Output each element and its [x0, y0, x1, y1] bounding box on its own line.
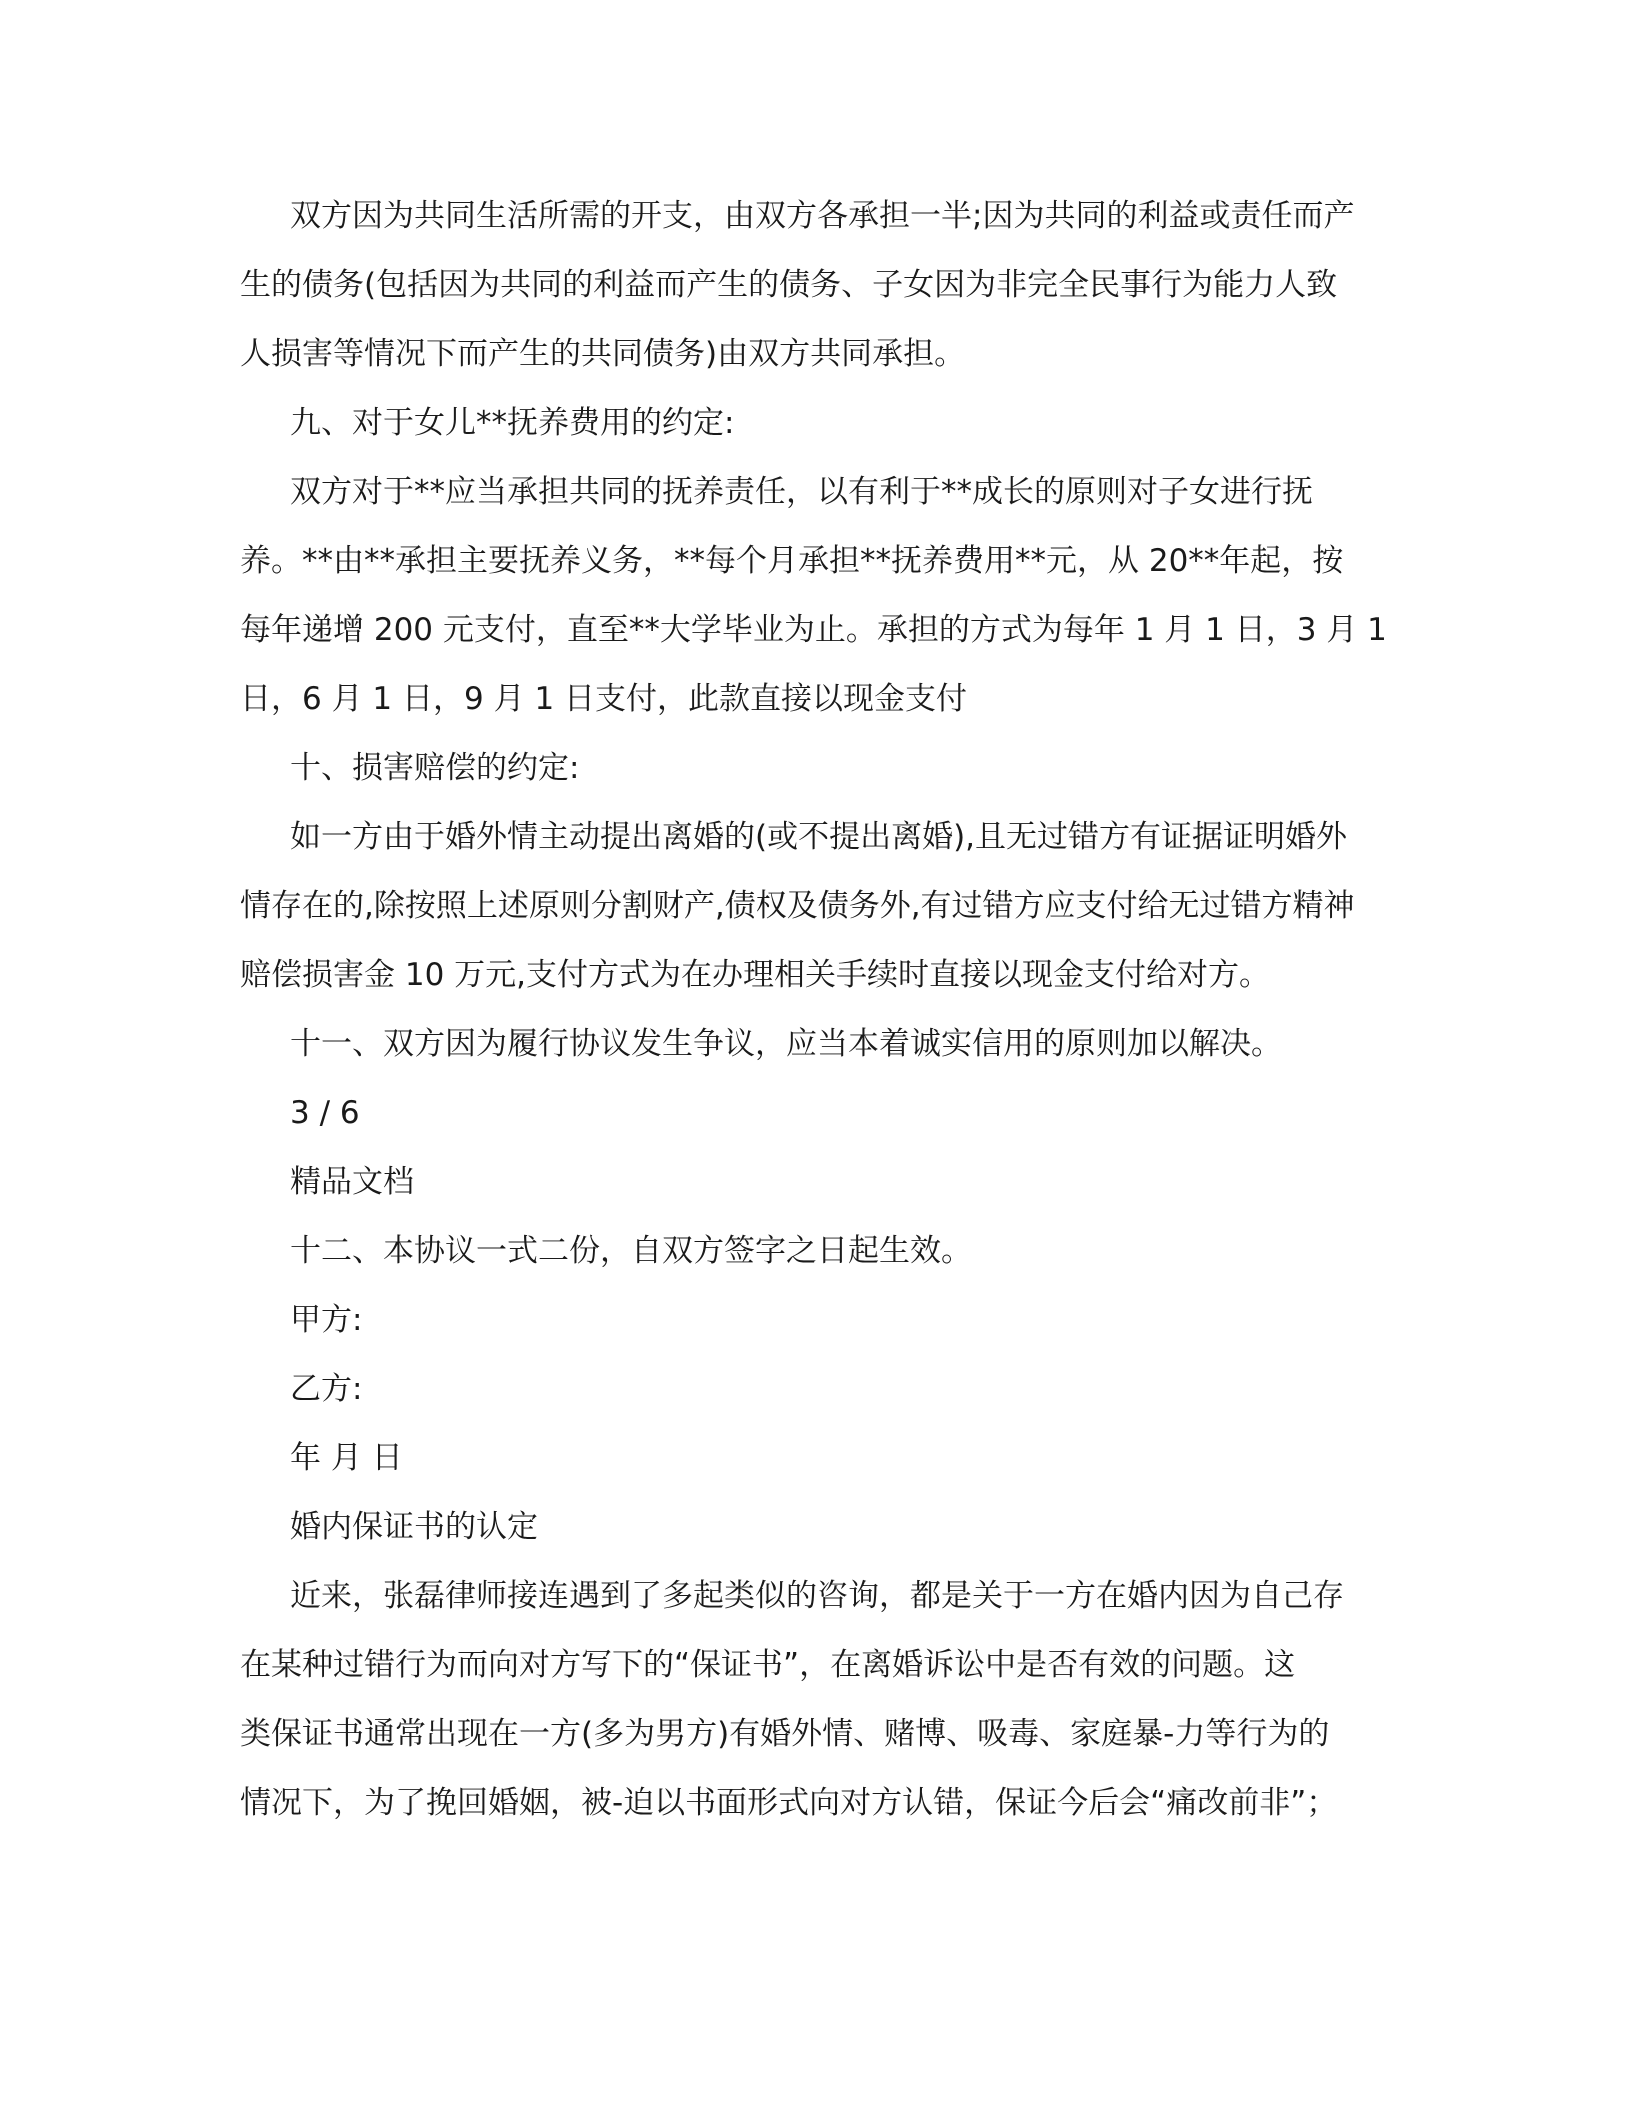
signature-party-b: 乙方: [290, 1371, 363, 1407]
page-number: 3 / 6 [290, 1095, 360, 1131]
paragraph-line: 人损害等情况下而产生的共同债务)由双方共同承担。 [240, 336, 966, 372]
section-heading: 十、损害赔偿的约定: [290, 750, 580, 786]
paragraph-line: 生的债务(包括因为共同的利益而产生的债务、子女因为非完全民事行为能力人致 [240, 267, 1338, 303]
paragraph-line: 每年递增 200 元支付，直至**大学毕业为止。承担的方式为每年 1 月 1 日，3 月 1 [240, 612, 1387, 648]
paragraph-line: 类保证书通常出现在一方(多为男方)有婚外情、赌博、吸毒、家庭暴-力等行为的 [240, 1716, 1330, 1752]
section-heading: 十二、本协议一式二份，自双方签字之日起生效。 [290, 1233, 972, 1269]
paragraph-line: 养。**由**承担主要抚养义务，**每个月承担**抚养费用**元，从 20**年起，按 [240, 543, 1344, 579]
paragraph-line: 近来，张磊律师接连遇到了多起类似的咨询，都是关于一方在婚内因为自己存 [290, 1578, 1344, 1614]
paragraph-line: 情况下，为了挽回婚姻，被-迫以书面形式向对方认错，保证今后会“痛改前非”； [240, 1785, 1338, 1821]
article-title: 婚内保证书的认定 [290, 1509, 538, 1545]
paragraph-line: 在某种过错行为而向对方写下的“保证书”，在离婚诉讼中是否有效的问题。这 [240, 1647, 1296, 1683]
paragraph-line: 日，6 月 1 日，9 月 1 日支付，此款直接以现金支付 [240, 681, 968, 717]
paragraph-line: 双方因为共同生活所需的开支，由双方各承担一半;因为共同的利益或责任而产 [290, 198, 1355, 234]
paragraph-line: 赔偿损害金 10 万元,支付方式为在办理相关手续时直接以现金支付给对方。 [240, 957, 1271, 993]
signature-date: 年 月 日 [290, 1440, 403, 1476]
section-heading: 九、对于女儿**抚养费用的约定: [290, 405, 735, 441]
paragraph-line: 双方对于**应当承担共同的抚养责任，以有利于**成长的原则对子女进行抚 [290, 474, 1313, 510]
signature-party-a: 甲方: [290, 1302, 363, 1338]
paragraph-line: 如一方由于婚外情主动提出离婚的(或不提出离婚),且无过错方有证据证明婚外 [290, 819, 1348, 855]
paragraph-line: 情存在的,除按照上述原则分割财产,债权及债务外,有过错方应支付给无过错方精神 [240, 888, 1355, 924]
section-heading: 十一、双方因为履行协议发生争议，应当本着诚实信用的原则加以解决。 [290, 1026, 1282, 1062]
header-label: 精品文档 [290, 1164, 414, 1200]
